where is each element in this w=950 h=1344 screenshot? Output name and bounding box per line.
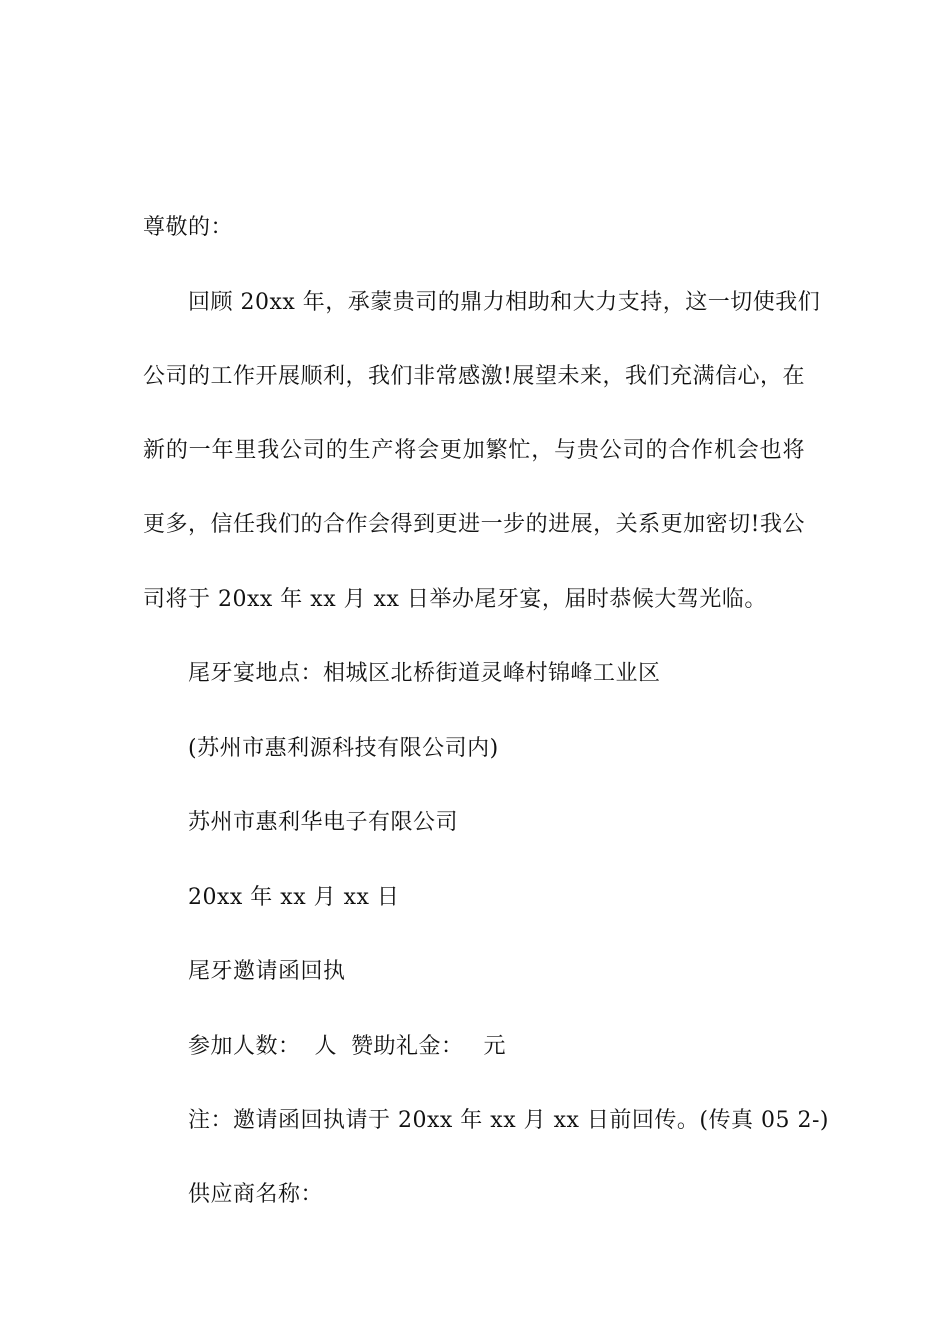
sponsorship-unit: 元 (483, 1034, 507, 1059)
reply-note: 注：邀请函回执请于 20xx 年 xx 月 xx 日前回传。(传真 05 2-) (188, 1108, 829, 1133)
reply-fields-row (188, 1032, 506, 1062)
letter-date: 20xx 年 xx 月 xx 日 (188, 885, 400, 910)
body-line-5: 司将于 20xx 年 xx 月 xx 日举办尾牙宴，届时恭候大驾光临。 (143, 587, 767, 612)
body-line-2: 公司的工作开展顺利，我们非常感激!展望未来，我们充满信心，在 (143, 364, 805, 389)
supplier-label: 供应商名称： (188, 1182, 324, 1207)
salutation: 尊敬的： (143, 215, 234, 240)
sponsorship-label: 赞助礼金： (351, 1034, 464, 1059)
venue-note: (苏州市惠利源科技有限公司内) (188, 736, 499, 761)
attendees-label: 参加人数： (188, 1034, 301, 1059)
reply-title: 尾牙邀请函回执 (188, 959, 346, 984)
company-name: 苏州市惠利华电子有限公司 (188, 810, 459, 835)
attendees-unit: 人 (314, 1034, 338, 1059)
body-line-3: 新的一年里我公司的生产将会更加繁忙，与贵公司的合作机会也将 (143, 438, 805, 463)
body-line-4: 更多，信任我们的合作会得到更进一步的进展，关系更加密切!我公 (143, 512, 805, 537)
venue-line: 尾牙宴地点：相城区北桥街道灵峰村锦峰工业区 (188, 661, 661, 686)
body-line-1: 回顾 20xx 年，承蒙贵司的鼎力相助和大力支持，这一切使我们 (188, 290, 821, 315)
